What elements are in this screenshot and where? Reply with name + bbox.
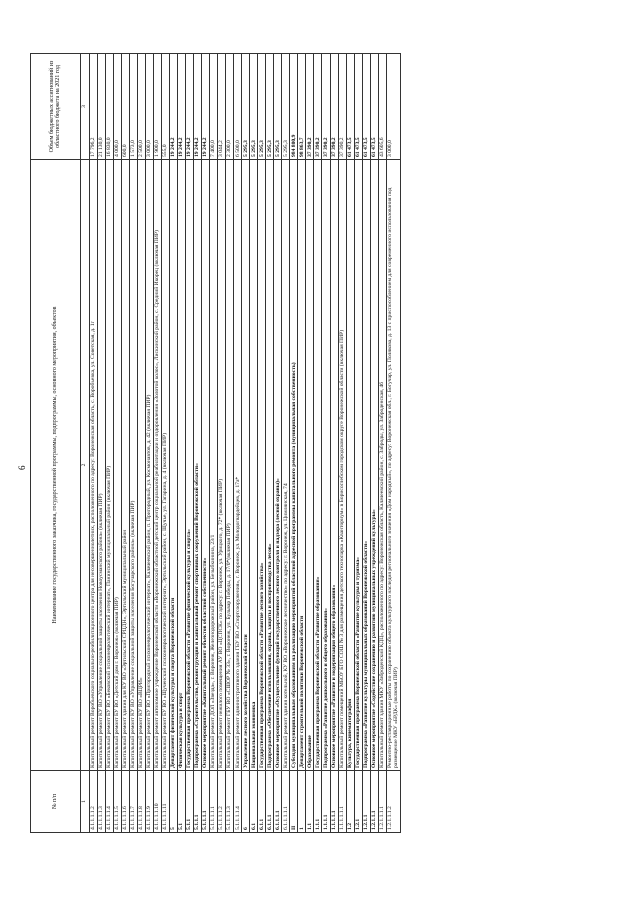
row-number: 5.1.1.1.1.4 [234,771,242,833]
table-row [330,54,338,833]
row-name: Физическая культура и спорт [177,160,185,771]
table-row [266,54,274,833]
table-row [202,54,210,833]
row-number: 6.1.1 [258,771,266,833]
row-name: Государственная программа Воронежской области «Развитие культуры и туризма» [354,160,362,771]
row-number: 1.1 [306,771,314,833]
row-value: 16 830,0 [105,54,113,160]
row-value: 6 500,0 [234,54,242,160]
row-number: 4.1.1.1.1.10 [153,771,161,833]
table-row [362,54,370,833]
row-number: 4.1.1.1.1.9 [145,771,153,833]
row-name: Основное мероприятие «Содействие сохранению и развитию муниципальных учреждений культуры» [370,160,378,771]
row-value: 21 130,0 [97,54,105,160]
row-number: 5.1 [177,771,185,833]
row-name: Государственная программа Воронежской области «Развитие лесного хозяйства» [258,160,266,771]
table-row [282,54,290,833]
row-number: 5.1.1.1.1.3 [226,771,234,833]
row-number: 4.1.1.1.1.3 [97,771,105,833]
row-name: Капитальный ремонт здания для КУ ВО «Эртильский СРЦДН», Эртильский муниципальный район [121,160,129,771]
row-number: 5 [169,771,177,833]
row-number: 5.1.1.1.1.2 [218,771,226,833]
table-row [97,54,105,833]
row-number: 1.2.1.1.1 [370,771,378,833]
row-number: 5.1.1.1 [193,771,201,833]
row-value: 19 244,2 [185,54,193,160]
row-number: 6.1 [250,771,258,833]
table-row [226,54,234,833]
row-value: 3 044,2 [218,54,226,160]
row-number: 1.1.1.1.1 [330,771,338,833]
row-value: 43 605,6 [378,54,386,160]
row-value: 19 244,2 [193,54,201,160]
row-value: 19 244,2 [169,54,177,160]
row-name: Капитальный ремонт помещений МБОУ БГО СОШ № 3 для размещения детского технопарка «Кванториум» в Борисоглебском городском округе Воронежской области (включая ПИР) [338,160,346,771]
table-row [290,54,298,833]
table-row [314,54,322,833]
header-number: № п/п [31,771,81,833]
row-number: 6.1.1.1 [266,771,274,833]
row-value: 600,0 [121,54,129,160]
table-row [153,54,161,833]
table-row [298,54,306,833]
row-value: 7 400,0 [210,54,218,160]
row-value: 17 796,2 [89,54,97,160]
row-value: 37 390,2 [306,54,314,160]
row-number: II [290,771,298,833]
row-name: Подпрограмма «Развитие культуры муниципальных образований Воронежской области» [362,160,370,771]
row-name: Ремонтно-реставрационные работы по сохранению объекта культурного наследия регионального значения «Дом народный», по адресу: Воронежская обл., г. Богучар, ул. Полякова, д. 13 с приспособлением для современного использования под размещение МКУ «БРДК» (включая ПИР) [386,160,400,771]
row-number: 1.2.1.1.1.1 [378,771,386,833]
row-value: 61 473,5 [370,54,378,160]
row-value: 3 000,0 [386,54,400,160]
row-number: 1 [298,771,306,833]
table-row [89,54,97,833]
row-name: Основное мероприятие «Развитие и модернизация общего образования» [330,160,338,771]
row-value: 5 295,3 [242,54,250,160]
row-name: Подпрограмма «Развитие дошкольного и общего образования» [322,160,330,771]
row-value: 37 390,2 [322,54,330,160]
row-value: 5 295,3 [250,54,258,160]
row-number: 6.1.1.1.1.1 [282,771,290,833]
row-value: 5 295,3 [274,54,282,160]
page-number: 6 [17,465,27,470]
table-row [386,54,400,833]
table-row [242,54,250,833]
row-value: 1 573,0 [129,54,137,160]
row-value: 2 500,0 [137,54,145,160]
table-row [322,54,330,833]
table-row [306,54,314,833]
row-number: 4.1.1.1.1.11 [161,771,169,833]
row-name: Национальная экономика [250,160,258,771]
row-number: 4.1.1.1.1.8 [137,771,145,833]
row-value: 19 244,2 [202,54,210,160]
row-number: 5.1.1 [185,771,193,833]
row-value: 19 244,2 [177,54,185,160]
row-value: 984 800,9 [290,54,298,160]
table-row [121,54,129,833]
row-number: 4.1.1.1.1.5 [113,771,121,833]
row-value: 5 295,3 [258,54,266,160]
row-value: 61 473,5 [354,54,362,160]
row-number: 1.2.1.1.1.2 [386,771,400,833]
row-value: 4 000,0 [113,54,121,160]
row-value: 1 900,0 [153,54,161,160]
row-name: Капитальный ремонт здания котельной, КУ ВО «Воронежское лесничество» по адресу: г. Воронеж, ул. Цимлянская, 74 [282,160,290,771]
row-name: Капитальный ремонт КУ ВО «Управление социальной защиты населения Богучарского района» (включая ПИР) [129,160,137,771]
table-row [177,54,185,833]
row-value: 5 295,3 [266,54,274,160]
table-row [210,54,218,833]
table-row [338,54,346,833]
table-row [145,54,153,833]
table-row [161,54,169,833]
column-index: 2 [80,160,89,771]
row-number: 1.1.1.1.1.1 [338,771,346,833]
table-row [169,54,177,833]
row-number: 5.1.1.1.1 [202,771,210,833]
row-value: 98 863,7 [298,54,306,160]
row-name: Государственная программа Воронежской области «Развитие физической культуры и спорта» [185,160,193,771]
row-name: Образование [306,160,314,771]
row-name: Основное мероприятие «Осуществление функций государственного лесного контроля и надзора (лесной охраны)» [274,160,282,771]
row-name: Культура, кинематография [346,160,354,771]
column-index: 3 [80,54,89,160]
row-name: Капитальный ремонт ГБУ ВО «СШОР № 33», г. Воронеж, ул. Бульвар Победы, д. 17/0*(включая ПИР) [226,160,234,771]
row-name: Субсидии муниципальным образованиям на реализацию мероприятий областной адресной программы капитального ремонта (муниципальная собственность) [290,160,298,771]
table-row [370,54,378,833]
row-name: Департамент строительной политики Воронежской области [298,160,306,771]
row-name: Департамент физической культуры и спорта Воронежской области [169,160,177,771]
row-name: Капитальный ремонт БУ ВО «Пригородный психоневрологический интернат», Калачеевский район, п. Пригородный, ул. Космонавтов, д. 42 (включая ПИР) [145,160,153,771]
row-name: Управление лесного хозяйства Воронежской области [242,160,250,771]
table-row [185,54,193,833]
row-number: 1.2.1 [354,771,362,833]
row-name: Капитальный ремонт БУ ВО «Бековский психоневрологический интернат», Панинский муниципальный район (включая ПИР) [105,160,113,771]
row-name: Капитальный ремонт автономное учреждение Воронежской области «Воронежский областной детский центр социальной реабилитации и оздоровления «Золотой колос», Лискинский район, с. Средний Икорец (включая ПИР) [153,160,161,771]
table-row [378,54,386,833]
row-number: 4.1.1.1.1.2 [89,771,97,833]
row-name: Капитальный ремонт КУ ВО «Управление социальной защиты населения Новоусманского района» (включая ПИР) [97,160,105,771]
row-name: Подпрограмма «Строительство, реконструкция и капитальный ремонт спортивных сооружений Воронежской области» [193,160,201,771]
table-row [137,54,145,833]
table-row [274,54,282,833]
row-number: 4.1.1.1.1.6 [121,771,129,833]
row-number: 4.1.1.1.1.7 [129,771,137,833]
table-row [105,54,113,833]
row-value: 3 000,0 [145,54,153,160]
row-number: 1.1.1.1 [322,771,330,833]
row-name: Капитальный ремонт административного здания ГБУ ВО «Спортсооружения», г. Воронеж, ул. Молодогвардейцев, д. 17а* [234,160,242,771]
row-value: 61 473,5 [362,54,370,160]
table-row [113,54,121,833]
table-row [258,54,266,833]
row-value: 61 473,5 [346,54,354,160]
column-index-row [80,54,89,833]
row-number: 4.1.1.1.1.4 [105,771,113,833]
row-name: Государственная программа Воронежской области «Развитие образования» [314,160,322,771]
header-volume: Объем бюджетных ассигнований из областного бюджета на 2021 год [31,54,81,160]
row-name: Капитальный ремонт здания МКУ «Заброденский КДЦ», расположенного по адресу: Воронежская область, Калачеевский район, с. Заброды, ул. Заброденская, 46 [378,160,386,771]
row-value: 555,0 [161,54,169,160]
table-row [250,54,258,833]
row-value: 37 390,2 [314,54,322,160]
table-row [234,54,242,833]
row-number: 1.2 [346,771,354,833]
row-number: 1.2.1.1 [362,771,370,833]
column-index: 1 [80,771,89,833]
budget-table [30,53,401,833]
table-row [193,54,201,833]
table-row [218,54,226,833]
row-number: 6.1.1.1.1 [274,771,282,833]
row-number: 5.1.1.1.1.1 [210,771,218,833]
row-name: Капитальный ремонт БУ ВО «Щученский психоневрологический интернат», Эртильский район, с. Щучье, ул. Гагарина, д. 4 (включая ПИР) [161,160,169,771]
row-value: 37 390,2 [330,54,338,160]
row-name: Основное мероприятие «Капитальный ремонт объектов областной собственности» [202,160,210,771]
row-name: Капитальный ремонт КУ ВО «ВЦРИ» [137,160,145,771]
table-row [346,54,354,833]
row-value: 5 295,3 [282,54,290,160]
row-number: 6 [242,771,250,833]
table-header-row [31,54,81,833]
row-value: 2 300,0 [226,54,234,160]
row-name: Капитальный ремонт БУ ВО «Детский дом г. Воронеж» (включая ПИР) [113,160,121,771]
row-name: Капитальный ремонт ДОЛ «Звезда», г. Воронеж, Железнодорожный район, ул. Безыбкинина, 23/1 [210,160,218,771]
table-row [129,54,137,833]
row-name: Капитальный ремонт нежилого помещения АУ ВО «ЦСПСК» по адресу: г. Воронеж, ул. Урицкого, д. 72* (включая ПИР) [218,160,226,771]
table-row [354,54,362,833]
row-value: 37 390,2 [338,54,346,160]
row-name: Подпрограмма «Обеспечение использования, охраны, защиты и воспроизводства лесов» [266,160,274,771]
row-number: 1.1.1 [314,771,322,833]
row-name: Капитальный ремонт Воробьевского социально-реабилитационного центра для несовершеннолетних, расположенного по адресу: Воронежская область, с. Воробьевка, ул. Советская, д. 1г [89,160,97,771]
header-name: Наименование государственного заказчика, государственной программы, подпрограммы, основного мероприятия, объектов [31,160,81,771]
